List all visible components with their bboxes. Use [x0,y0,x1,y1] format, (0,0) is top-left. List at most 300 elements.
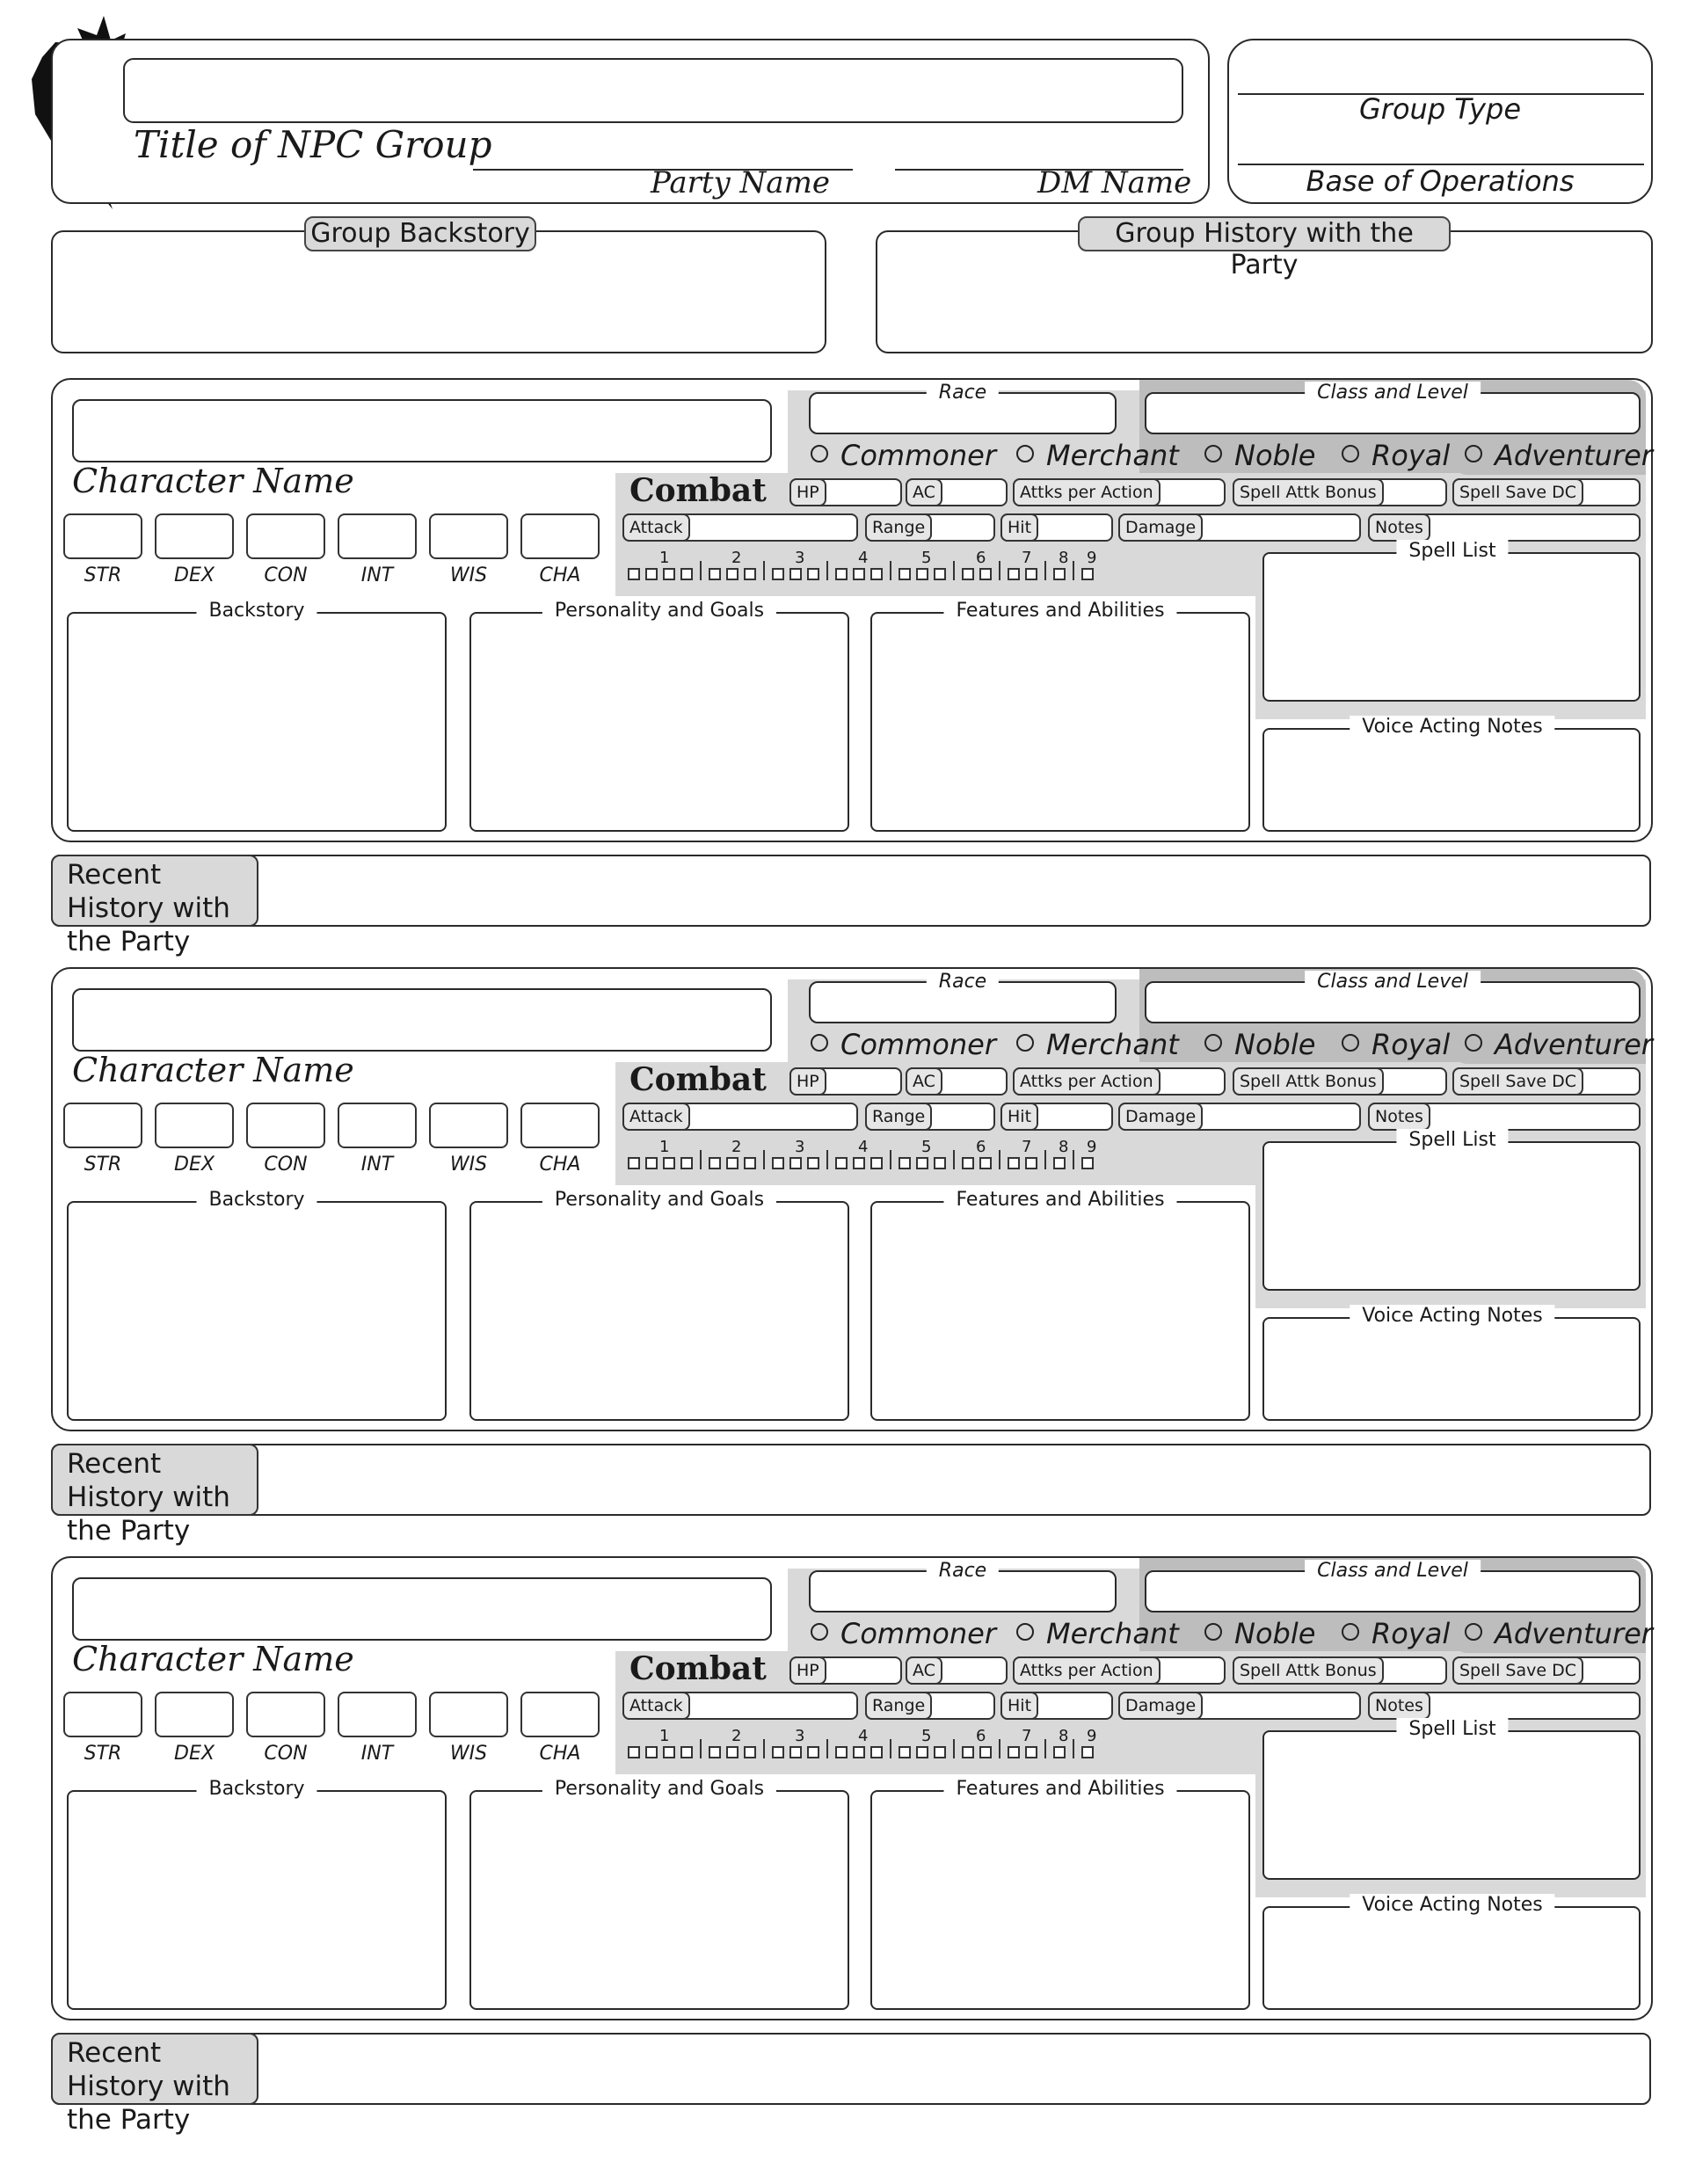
radio-circle-icon [811,445,828,462]
group-type-box [1227,39,1653,204]
notes-label: Notes [1368,1103,1430,1131]
radio-label: Merchant [1046,1028,1179,1061]
race-label: Race [927,971,999,994]
radio-circle-icon [1465,445,1482,462]
character-name-input[interactable] [72,399,772,462]
radio-adventurer[interactable] [1465,1029,1653,1060]
npc-card [51,378,1653,842]
attack-label: Attack [622,513,690,542]
radio-label: Adventurer [1495,1617,1653,1650]
spell-slot-checkbox[interactable] [645,1746,658,1758]
ability-label: STR [84,564,122,586]
ac-field[interactable] [906,1067,1008,1096]
ability-score-box[interactable] [155,1103,234,1148]
radio-label: Noble [1234,1028,1316,1061]
combat-label: Combat [629,1061,767,1098]
slot-divider [1073,1739,1074,1758]
slot-divider [890,1739,891,1758]
ability-label: INT [360,1743,394,1765]
spell-slot-checkbox[interactable] [680,1157,693,1169]
spell-slot-level-label: 3 [795,549,805,567]
radio-commoner[interactable] [811,1029,996,1060]
radio-circle-icon [1342,1034,1359,1052]
ability-score-box[interactable] [155,1692,234,1737]
spell-slot-checkbox[interactable] [744,1157,756,1169]
hp-label: HP [789,1656,826,1685]
spell-list-label: Spell List [1396,540,1508,563]
group-history-tab: Group History with the Party [1078,216,1451,251]
ability-label: CON [264,1154,308,1176]
notes-field[interactable] [1368,513,1641,542]
spell-slot-checkbox[interactable] [1081,568,1094,580]
hit-field[interactable] [1000,513,1113,542]
spell-save-dc-field[interactable] [1452,1067,1641,1096]
spell-slot-checkbox[interactable] [962,1157,974,1169]
spell-slot-checkbox[interactable] [709,1157,721,1169]
spell-list-box[interactable] [1262,1730,1641,1880]
spell-slot-checkbox[interactable] [772,1746,784,1758]
spell-slot-level-label: 7 [1022,1138,1032,1156]
spell-slot-checkbox[interactable] [899,1157,911,1169]
range-label: Range [865,1692,932,1720]
spell-list-box[interactable] [1262,552,1641,702]
radio-label: Commoner [840,439,996,472]
attack-field[interactable] [622,1692,858,1720]
slot-divider [1073,561,1074,580]
ability-score-box[interactable] [520,1692,600,1737]
range-field[interactable] [865,513,995,542]
spell-slot-checkbox[interactable] [807,568,819,580]
spell-attack-bonus-label: Spell Attk Bonus [1233,1656,1384,1685]
spell-slot-checkbox[interactable] [870,1746,883,1758]
voice-notes-box[interactable] [1262,728,1641,832]
npc-card [51,967,1653,1431]
spell-slot-level-label: 4 [858,1727,869,1745]
class-level-label: Class and Level [1305,1560,1481,1583]
spell-save-dc-field[interactable] [1452,478,1641,506]
ability-score-box[interactable] [429,1103,508,1148]
damage-label: Damage [1118,513,1203,542]
radio-royal[interactable] [1342,1029,1450,1060]
radio-label: Royal [1372,439,1451,472]
slot-divider [999,1150,1000,1169]
attacks-per-action-field[interactable] [1013,478,1226,506]
attacks-per-action-field[interactable] [1013,1656,1226,1685]
ability-score-box[interactable] [63,513,142,559]
notes-field[interactable] [1368,1103,1641,1131]
spell-slot-checkbox[interactable] [807,1157,819,1169]
ability-score-box[interactable] [429,513,508,559]
character-name-input[interactable] [72,988,772,1052]
slot-divider [763,1150,765,1169]
spell-slot-level-label: 6 [976,1138,986,1156]
spell-slot-checkbox[interactable] [979,1746,992,1758]
npc-card [51,1556,1653,2020]
ability-score-box[interactable] [155,513,234,559]
race-label: Race [927,382,999,404]
spell-slot-checkbox[interactable] [663,1746,675,1758]
spell-attack-bonus-label: Spell Attk Bonus [1233,1067,1384,1096]
group-backstory-tab: Group Backstory [304,216,536,251]
radio-noble[interactable] [1204,1029,1315,1060]
base-of-operations-label: Base of Operations [1306,164,1575,198]
ability-score-box[interactable] [338,513,417,559]
personality-label: Personality and Goals [542,1189,776,1212]
spell-slot-checkbox[interactable] [726,1157,738,1169]
spell-slot-checkbox[interactable] [645,568,658,580]
ability-label: DEX [174,1743,215,1765]
ability-label: WIS [449,1743,488,1765]
personality-label: Personality and Goals [542,600,776,622]
slot-divider [999,1739,1000,1758]
group-type-label: Group Type [1359,92,1521,126]
class-level-label: Class and Level [1305,971,1481,994]
spell-slot-checkbox[interactable] [663,568,675,580]
attacks-per-action-label: Attks per Action [1013,478,1160,506]
ability-label: CHA [539,564,581,586]
radio-label: Merchant [1046,1617,1179,1650]
recent-history-box[interactable] [51,2033,1651,2105]
party-name-label: Party Name [651,165,830,200]
notes-field[interactable] [1368,1692,1641,1720]
spell-slot-checkbox[interactable] [744,1746,756,1758]
radio-label: Adventurer [1495,439,1653,472]
spell-slot-checkbox[interactable] [934,1157,946,1169]
slot-divider [1044,1739,1046,1758]
spell-slot-checkbox[interactable] [853,568,865,580]
ability-score-box[interactable] [338,1103,417,1148]
spell-slot-checkbox[interactable] [628,1157,640,1169]
hit-field[interactable] [1000,1692,1113,1720]
spell-slot-checkbox[interactable] [789,1746,802,1758]
spell-slot-checkbox[interactable] [789,568,802,580]
group-title-input[interactable] [123,58,1183,123]
spell-slot-checkbox[interactable] [1053,1157,1066,1169]
spell-save-dc-label: Spell Save DC [1452,1656,1583,1685]
backstory-label: Backstory [196,1778,316,1801]
backstory-label: Backstory [196,1189,316,1212]
spell-slot-checkbox[interactable] [1081,1746,1094,1758]
spell-slot-level-label: 2 [731,549,742,567]
voice-notes-box[interactable] [1262,1317,1641,1421]
slot-divider [1073,1150,1074,1169]
spell-slot-checkbox[interactable] [1008,568,1020,580]
radio-circle-icon [1204,445,1222,462]
radio-adventurer[interactable] [1465,440,1653,471]
radio-circle-icon [1465,1034,1482,1052]
spell-slot-checkbox[interactable] [962,1746,974,1758]
ability-label: INT [360,1154,394,1176]
ability-score-box[interactable] [246,1692,325,1737]
spell-slot-level-label: 2 [731,1727,742,1745]
hit-label: Hit [1000,513,1038,542]
recent-history-tab: Recent History with the Party [51,2033,258,2105]
group-header-box [51,39,1210,204]
ability-score-box[interactable] [429,1692,508,1737]
ability-score-box[interactable] [520,1103,600,1148]
ability-score-box[interactable] [63,1103,142,1148]
spell-attack-bonus-field[interactable] [1233,478,1447,506]
slot-divider [890,1150,891,1169]
hit-label: Hit [1000,1692,1038,1720]
radio-circle-icon [811,1623,828,1641]
ability-label: CHA [539,1154,581,1176]
ac-field[interactable] [906,478,1008,506]
attack-field[interactable] [622,1103,858,1131]
slot-divider [1044,1150,1046,1169]
spell-slot-level-label: 9 [1087,549,1097,567]
recent-history-box[interactable] [51,855,1651,927]
spell-slot-level-label: 6 [976,1727,986,1745]
hp-field[interactable] [789,1656,902,1685]
slot-divider [826,1739,828,1758]
ability-score-box[interactable] [246,1103,325,1148]
ability-label: INT [360,564,394,586]
range-field[interactable] [865,1692,995,1720]
spell-slot-checkbox[interactable] [1053,568,1066,580]
personality-box[interactable] [469,1201,849,1421]
damage-field[interactable] [1118,1692,1361,1720]
radio-circle-icon [1465,1623,1482,1641]
spell-slot-checkbox[interactable] [789,1157,802,1169]
ability-label: CON [264,564,308,586]
hp-field[interactable] [789,478,902,506]
ability-score-box[interactable] [63,1692,142,1737]
spell-slot-level-label: 5 [921,1727,932,1745]
npc-block [0,378,1688,967]
spell-slot-checkbox[interactable] [1053,1746,1066,1758]
ability-label: CON [264,1743,308,1765]
spell-list-label: Spell List [1396,1129,1508,1152]
spell-slot-checkbox[interactable] [726,568,738,580]
spell-slot-checkbox[interactable] [934,1746,946,1758]
range-field[interactable] [865,1103,995,1131]
race-label: Race [927,1560,999,1583]
recent-history-tab: Recent History with the Party [51,1444,258,1516]
character-name-input[interactable] [72,1577,772,1641]
spell-slot-checkbox[interactable] [899,1746,911,1758]
radio-label: Merchant [1046,439,1179,472]
radio-royal[interactable] [1342,1618,1450,1649]
spell-slot-checkbox[interactable] [663,1157,675,1169]
radio-royal[interactable] [1342,440,1450,471]
features-box[interactable] [870,1201,1250,1421]
notes-label: Notes [1368,1692,1430,1720]
radio-label: Royal [1372,1617,1451,1650]
slot-divider [826,561,828,580]
spell-slot-level-label: 7 [1022,549,1032,567]
voice-notes-label: Voice Acting Notes [1350,1305,1554,1328]
features-label: Features and Abilities [943,1189,1176,1212]
hp-field[interactable] [789,1067,902,1096]
hit-label: Hit [1000,1103,1038,1131]
radio-label: Adventurer [1495,1028,1653,1061]
spell-slot-checkbox[interactable] [835,1157,848,1169]
personality-box[interactable] [469,1790,849,2010]
spell-slot-checkbox[interactable] [853,1746,865,1758]
features-box[interactable] [870,612,1250,832]
spell-slot-checkbox[interactable] [899,568,911,580]
spell-slot-level-label: 4 [858,549,869,567]
ability-label: STR [84,1154,122,1176]
radio-merchant[interactable] [1016,1029,1179,1060]
radio-label: Noble [1234,1617,1316,1650]
slot-divider [700,1739,702,1758]
spell-slot-checkbox[interactable] [709,568,721,580]
spell-slot-checkbox[interactable] [1025,568,1037,580]
npc-block [0,1556,1688,2145]
hit-field[interactable] [1000,1103,1113,1131]
spell-slot-checkbox[interactable] [680,568,693,580]
spell-attack-bonus-label: Spell Attk Bonus [1233,478,1384,506]
radio-circle-icon [1016,445,1034,462]
attacks-per-action-field[interactable] [1013,1067,1226,1096]
spell-slot-checkbox[interactable] [726,1746,738,1758]
ac-label: AC [906,1656,942,1685]
spell-slot-checkbox[interactable] [1025,1157,1037,1169]
spell-slot-checkbox[interactable] [772,568,784,580]
spell-save-dc-label: Spell Save DC [1452,478,1583,506]
ac-field[interactable] [906,1656,1008,1685]
ability-score-box[interactable] [338,1692,417,1737]
spell-slot-level-label: 1 [659,549,670,567]
spell-slot-level-label: 8 [1059,1727,1069,1745]
spell-slot-checkbox[interactable] [870,568,883,580]
damage-label: Damage [1118,1692,1203,1720]
slot-divider [953,1150,955,1169]
ability-score-box[interactable] [520,513,600,559]
spell-slot-checkbox[interactable] [680,1746,693,1758]
spell-attack-bonus-field[interactable] [1233,1656,1447,1685]
spell-slot-level-label: 5 [921,1138,932,1156]
spell-slot-checkbox[interactable] [807,1746,819,1758]
backstory-box[interactable] [67,612,447,832]
class-level-label: Class and Level [1305,382,1481,404]
radio-commoner[interactable] [811,440,996,471]
range-label: Range [865,1103,932,1131]
radio-commoner[interactable] [811,1618,996,1649]
ability-label: CHA [539,1743,581,1765]
radio-label: Commoner [840,1028,996,1061]
spell-slot-checkbox[interactable] [870,1157,883,1169]
damage-field[interactable] [1118,1103,1361,1131]
radio-label: Royal [1372,1028,1451,1061]
ac-label: AC [906,1067,942,1096]
spell-slot-checkbox[interactable] [835,568,848,580]
spell-slot-level-label: 1 [659,1138,670,1156]
attacks-per-action-label: Attks per Action [1013,1656,1160,1685]
radio-circle-icon [1016,1034,1034,1052]
spell-slot-checkbox[interactable] [916,1157,928,1169]
spell-slot-checkbox[interactable] [916,1746,928,1758]
radio-merchant[interactable] [1016,1618,1179,1649]
spell-slot-checkbox[interactable] [962,568,974,580]
hp-label: HP [789,1067,826,1096]
features-box[interactable] [870,1790,1250,2010]
spell-slot-checkbox[interactable] [979,1157,992,1169]
spell-save-dc-field[interactable] [1452,1656,1641,1685]
character-name-label: Character Name [72,1051,354,1089]
radio-label: Noble [1234,439,1316,472]
personality-label: Personality and Goals [542,1778,776,1801]
slot-divider [953,561,955,580]
ability-score-box[interactable] [246,513,325,559]
spell-slot-checkbox[interactable] [934,568,946,580]
spell-slot-level-label: 5 [921,549,932,567]
spell-slot-checkbox[interactable] [853,1157,865,1169]
combat-label: Combat [629,472,767,509]
spell-attack-bonus-field[interactable] [1233,1067,1447,1096]
slot-divider [700,561,702,580]
attack-field[interactable] [622,513,858,542]
attack-label: Attack [622,1692,690,1720]
spell-slot-checkbox[interactable] [1081,1157,1094,1169]
spell-save-dc-label: Spell Save DC [1452,1067,1583,1096]
damage-field[interactable] [1118,513,1361,542]
slot-divider [1044,561,1046,580]
slot-divider [826,1150,828,1169]
ability-label: WIS [449,1154,488,1176]
ability-label: STR [84,1743,122,1765]
attacks-per-action-label: Attks per Action [1013,1067,1160,1096]
spell-slot-checkbox[interactable] [1025,1746,1037,1758]
attack-label: Attack [622,1103,690,1131]
npc-block [0,967,1688,1556]
hp-label: HP [789,478,826,506]
spell-list-label: Spell List [1396,1718,1508,1741]
spell-slot-checkbox[interactable] [772,1157,784,1169]
spell-slot-level-label: 8 [1059,1138,1069,1156]
radio-noble[interactable] [1204,440,1315,471]
spell-slot-checkbox[interactable] [709,1746,721,1758]
radio-circle-icon [1204,1034,1222,1052]
voice-notes-box[interactable] [1262,1906,1641,2010]
damage-label: Damage [1118,1103,1203,1131]
spell-slot-checkbox[interactable] [744,568,756,580]
combat-label: Combat [629,1650,767,1687]
spell-list-box[interactable] [1262,1141,1641,1291]
group-title-label: Title of NPC Group [134,123,492,166]
spell-slot-checkbox[interactable] [628,1746,640,1758]
radio-merchant[interactable] [1016,440,1179,471]
range-label: Range [865,513,932,542]
recent-history-tab: Recent History with the Party [51,855,258,927]
spell-slot-checkbox[interactable] [645,1157,658,1169]
spell-slot-checkbox[interactable] [835,1746,848,1758]
spell-slot-level-label: 9 [1087,1727,1097,1745]
radio-noble[interactable] [1204,1618,1315,1649]
radio-adventurer[interactable] [1465,1618,1653,1649]
features-label: Features and Abilities [943,600,1176,622]
spell-slot-checkbox[interactable] [1008,1157,1020,1169]
voice-notes-label: Voice Acting Notes [1350,716,1554,739]
backstory-box[interactable] [67,1201,447,1421]
spell-slot-level-label: 6 [976,549,986,567]
backstory-box[interactable] [67,1790,447,2010]
voice-notes-label: Voice Acting Notes [1350,1894,1554,1917]
personality-box[interactable] [469,612,849,832]
spell-slot-checkbox[interactable] [916,568,928,580]
slot-divider [763,561,765,580]
spell-slot-checkbox[interactable] [979,568,992,580]
spell-slot-checkbox[interactable] [628,568,640,580]
features-label: Features and Abilities [943,1778,1176,1801]
slot-divider [999,561,1000,580]
spell-slot-checkbox[interactable] [1008,1746,1020,1758]
recent-history-box[interactable] [51,1444,1651,1516]
character-name-label: Character Name [72,1640,354,1678]
dm-name-label: DM Name [1037,165,1192,200]
